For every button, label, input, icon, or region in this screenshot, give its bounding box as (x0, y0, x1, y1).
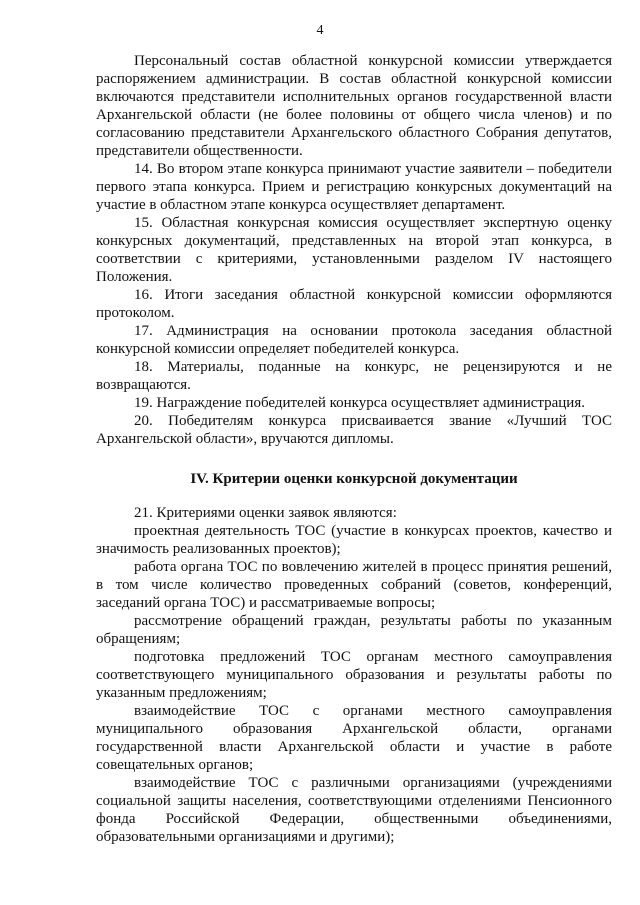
paragraph-commission-composition: Персональный состав областной конкурсной комиссии утверждается распоряжением администрации. В состав областной конкурсной комиссии включаются представители исполнительных органов государственной власти Архангельской области (не более половины от общего числа членов) и по согласованию представители Архангельского областного Собрания депутатов, представители общественности. (96, 53, 612, 159)
page-number: 4 (316, 23, 324, 38)
criterion-citizen-appeals: рассмотрение обращений граждан, результаты работы по указанным обращениям; (96, 613, 612, 647)
paragraph-16: 16. Итоги заседания областной конкурсной комиссии оформляются протоколом. (96, 287, 612, 321)
paragraph-17: 17. Администрация на основании протокола заседания областной конкурсной комиссии определяет победителей конкурса. (96, 323, 612, 357)
paragraph-18: 18. Материалы, поданные на конкурс, не рецензируются и не возвращаются. (96, 359, 612, 393)
section-heading-iv: IV. Критерии оценки конкурсной документации (190, 471, 518, 487)
criterion-proposals: подготовка предложений ТОС органам местного самоуправления соответствующего муниципального образования и результаты работы по указанным предложениям; (96, 649, 612, 701)
paragraph-19: 19. Награждение победителей конкурса осуществляет администрация. (134, 395, 585, 411)
criterion-government-interaction: взаимодействие ТОС с органами местного самоуправления муниципального образования Архангельской области, органами государственной власти Архангельской области и участие в работе совещательных органов; (96, 703, 612, 773)
document-body (96, 52, 612, 846)
criterion-resident-involvement: работа органа ТОС по вовлечению жителей в процесс принятия решений, в том числе количество проведенных собраний (советов, конференций, заседаний органа ТОС) и рассматриваемые вопросы; (96, 559, 612, 611)
paragraph-20: 20. Победителям конкурса присваивается звание «Лучший ТОС Архангельской области», вручаются дипломы. (96, 413, 612, 447)
criterion-organizations-interaction: взаимодействие ТОС с различными организациями (учреждениями социальной защиты населения, соответствующими отделениями Пенсионного фонда Российской Федерации, общественными объединениями, образовательными организациями и другими); (96, 775, 612, 845)
paragraph-21: 21. Критериями оценки заявок являются: (134, 505, 397, 521)
criterion-project-activity: проектная деятельность ТОС (участие в конкурсах проектов, качество и значимость реализованных проектов); (96, 523, 612, 557)
paragraph-14: 14. Во втором этапе конкурса принимают участие заявители – победители первого этапа конкурса. Прием и регистрацию конкурсных документаций на участие в областном этапе конкурса осуществляет департамент. (96, 161, 612, 213)
paragraph-15: 15. Областная конкурсная комиссия осуществляет экспертную оценку конкурсных документаций, представленных на второй этап конкурса, в соответствии с критериями, установленными разделом IV настоящего Положения. (96, 215, 612, 285)
